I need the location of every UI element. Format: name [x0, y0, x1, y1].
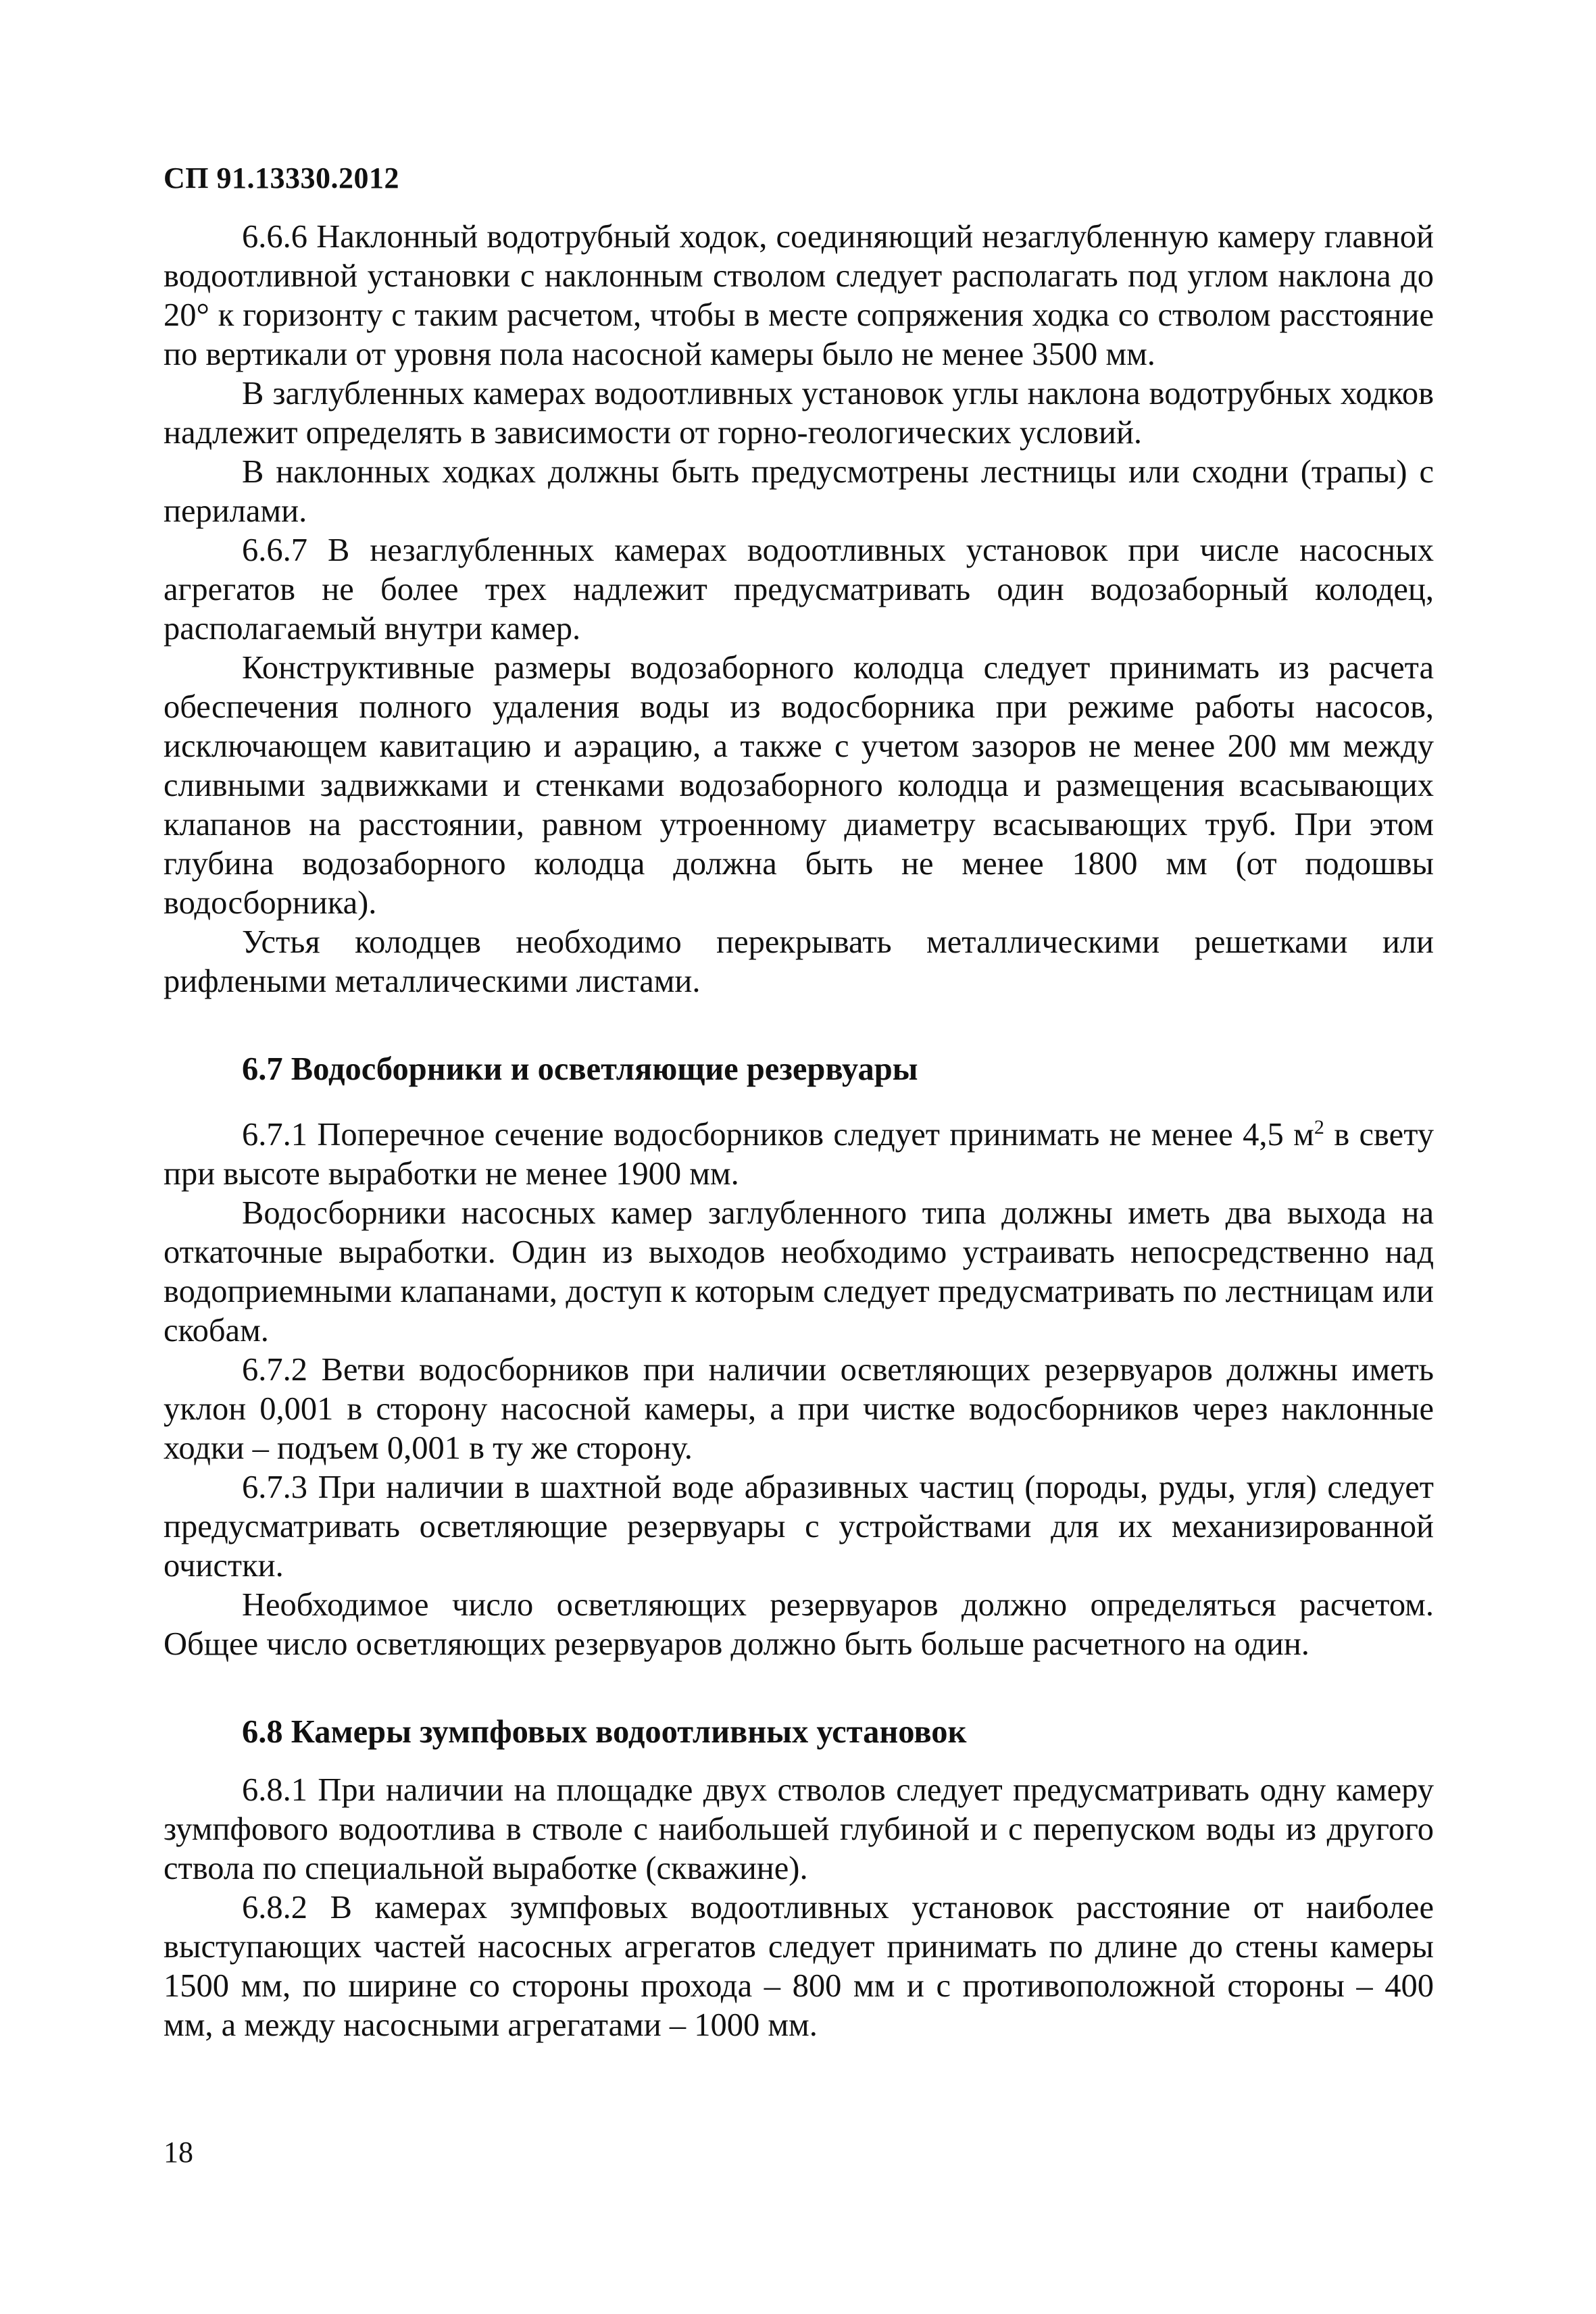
paragraph-6-6-7: 6.6.7 В незаглубленных камерах водоотливных установок при числе насосных агрегатов не более трех надлежит предусматривать один водозаборный колодец, располагаемый внутри камер. — [164, 532, 1434, 647]
paragraph: В наклонных ходках должны быть предусмотрены лестницы или сходни (трапы) с перилами. — [164, 454, 1434, 529]
document-body — [164, 218, 1434, 2045]
paragraph: Необходимое число осветляющих резервуаров должно определяться расчетом. Общее число осветляющих резервуаров должно быть больше расчетного на один. — [164, 1587, 1434, 1663]
page-number: 18 — [164, 2136, 193, 2169]
paragraph: Устья колодцев необходимо перекрывать металлическими решетками или рифлеными металлическими листами. — [164, 924, 1434, 999]
paragraph: В заглубленных камерах водоотливных установок углы наклона водотрубных ходков надлежит определять в зависимости от горно-геологических условий. — [164, 376, 1434, 451]
paragraph-6-7-1 — [164, 1108, 1434, 1194]
paragraph: Водосборники насосных камер заглубленного типа должны иметь два выхода на откаточные выработки. Один из выходов необходимо устраивать непосредственно над водоприемными клапанами, доступ к которым следует предусматривать по лестницам или скобам. — [164, 1195, 1434, 1349]
paragraph: Конструктивные размеры водозаборного колодца следует принимать из расчета обеспечения полного удаления воды из водосборника при режиме работы насосов, исключающем кавитацию и аэрацию, а также с учетом зазоров не менее 200 мм между сливными задвижками и стенками водозаборного колодца и размещения всасывающих клапанов на расстоянии, равном утроенному диаметру всасывающих труб. При этом глубина водозаборного колодца должна быть не менее 1800 мм (от подошвы водосборника). — [164, 650, 1434, 921]
paragraph-text: в свету при высоте выработки не менее 1900 мм. — [164, 1117, 1434, 1192]
paragraph-6-8-1: 6.8.1 При наличии на площадке двух стволов следует предусматривать одну камеру зумпфового водоотлива в стволе с наибольшей глубиной и с перепуском воды из другого ствола по специальной выработке (скважине). — [164, 1772, 1434, 1887]
document-code: СП 91.13330.2012 — [164, 161, 399, 195]
paragraph-6-7-3: 6.7.3 При наличии в шахтной воде абразивных частиц (породы, руды, угля) следует предусматривать осветляющие резервуары с устройствами для их механизированной очистки. — [164, 1469, 1434, 1584]
paragraph-text: 6.7.1 Поперечное сечение водосборников следует принимать не менее 4,5 м — [242, 1117, 1314, 1153]
section-heading-6-8: 6.8 Камеры зумпфовых водоотливных установок — [242, 1714, 967, 1751]
superscript: 2 — [1314, 1116, 1324, 1138]
paragraph-6-7-2: 6.7.2 Ветви водосборников при наличии осветляющих резервуаров должны иметь уклон 0,001 в сторону насосной камеры, а при чистке водосборников через наклонные ходки – подъем 0,001 в ту же сторону. — [164, 1352, 1434, 1467]
section-heading-6-7: 6.7 Водосборники и осветляющие резервуары — [242, 1051, 918, 1087]
paragraph-6-6-6: 6.6.6 Наклонный водотрубный ходок, соединяющий незаглубленную камеру главной водоотливной установки с наклонным стволом следует располагать под углом наклона до 20° к горизонту с таким расчетом, чтобы в месте сопряжения ходка со стволом расстояние по вертикали от уровня пола насосной камеры было не менее 3500 мм. — [164, 219, 1434, 372]
paragraph-6-8-2: 6.8.2 В камерах зумпфовых водоотливных установок расстояние от наиболее выступающих частей насосных агрегатов следует принимать по длине до стены камеры 1500 мм, по ширине со стороны прохода – 800 мм и с противоположной стороны – 400 мм, а между насосными агрегатами – 1000 мм. — [164, 1890, 1434, 2044]
